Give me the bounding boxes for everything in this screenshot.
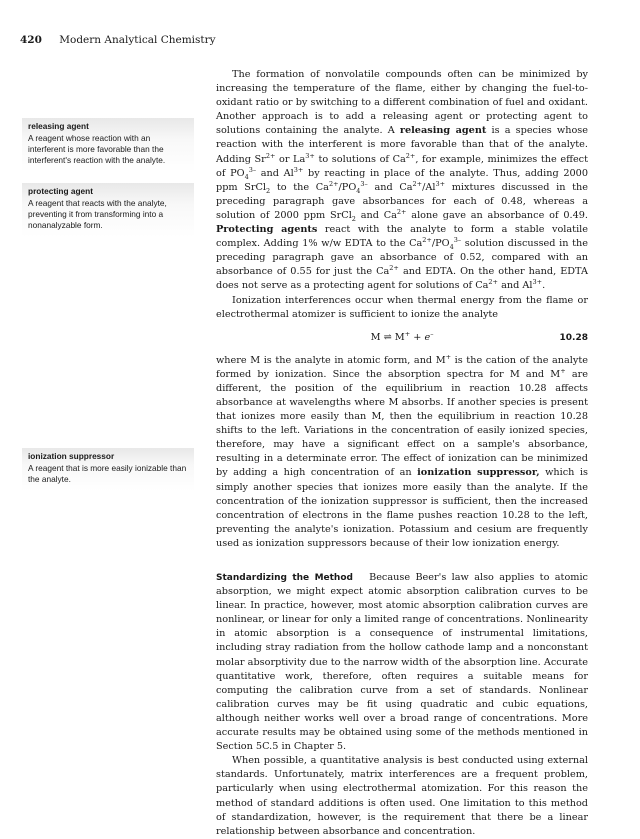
margin-note-ionization-suppressor [22,448,194,491]
margin-note-term: releasing agent [28,121,89,131]
section-heading: Standardizing the Method [216,573,353,583]
margin-note-definition: A reagent whose reaction with an interferent is more favorable than the interferent's reaction with the analyte. [28,133,166,165]
paragraph-ionization-interferences: Ionization interferences occur when thermal energy from the flame or electrothermal atomizer is sufficient to ionize the analyte [216,294,588,320]
main-text-column [216,68,588,839]
page-header [20,34,216,46]
margin-note-protecting-agent [22,183,194,237]
equation-number: 10.28 [559,332,588,343]
paragraph-standardizing-method: Standardizing the Method Because Beer's law also applies to atomic absorption, we might expect atomic absorption calibration curves to be linear. In practice, however, most atomic absorption calibration curves are nonlinear, or linear for only a limited range of concentrations. Nonlinearity in atomic absorption is a consequence of instrumental limitations, including stray radiation from the hollow cathode lamp and a nonconstant molar absorptivity due to the narrow width of the absorption line. Accurate quantitative work, therefore, often requires a suitable means for computing the calibration curve from a set of standards. Nonlinear calibration curves may be fit using quadratic and cubic equations, although neither works well over a broad range of concentrations. More accurate results may be obtained using some of the methods mentioned in Section 5C.5 in Chapter 5. [216,572,588,753]
keyword-releasing-agent: releasing agent [399,125,487,137]
margin-note-definition: A reagent that is more easily ionizable than the analyte. [28,463,187,484]
keyword-protecting-agents: Protecting agents [216,224,318,236]
paragraph-external-standards: When possible, a quantitative analysis is best conducted using external standards. Unfortunately, matrix interferences are a frequent problem, particularly when using electrothermal atomization. For this reason the method of standard additions is often used. One limitation to this method of standardization, however, is the requirement that there be a linear relationship between absorbance and concentration. [216,755,588,837]
paragraph-nonvolatile-compounds: The formation of nonvolatile compounds often can be minimized by increasing the temperature of the flame, either by changing the fuel-to-oxidant ratio or by switching to a different combination of fuel and oxidant. Another approach is to add a releasing agent or protecting agent to solutions containing the analyte. A releasing agent is a species whose reaction with the interferent is more favorable than that of the analyte. Adding $Sr^{2+}$ or $La^{3+}$ to solutions of $Ca^{2+}$, for example, minimizes the effect of $PO_4^{3-}$ and $Al^{3+}$ by reacting in place of the analyte. Thus, adding 2000 ppm SrCl$_2$ to the $Ca^{2+}/PO_4^{3-}$ and $Ca^{2+}/Al^{3+}$ mixtures discussed in the preceding paragraph gave absorbances for each of 0.48, whereas a solution of 2000 ppm SrCl$_2$ and $Ca^{2+}$ alone gave an absorbance of 0.49. Protecting agents react with the analyte to form a stable volatile complex. Adding 1% w/w EDTA to the $Ca^{2+}/PO_4^{3-}$ solution discussed in the preceding paragraph gave an absorbance of 0.52, compared with an absorbance of 0.55 for just the $Ca^{2+}$ and EDTA. On the other hand, EDTA does not serve as a protecting agent for solutions of $Ca^{2+}$ and $Al^{3+}$. [216,69,589,292]
keyword-ionization-suppressor: ionization suppressor, [417,467,540,479]
page-number: 420 [20,34,42,46]
margin-note-term: protecting agent [28,186,93,196]
book-title: Modern Analytical Chemistry [59,34,216,46]
equation-10-28: M ⇌ M+ + e– 10.28 [216,328,588,348]
margin-note-releasing-agent [22,118,194,172]
margin-note-definition: A reagent that reacts with the analyte, preventing it from transforming into a nonanalyzable form. [28,198,167,230]
margin-note-term: ionization suppressor [28,451,115,461]
paragraph-ionization-effect: where M is the analyte in atomic form, and M+ is the cation of the analyte formed by ionization. Since the absorption spectra for M and M+ are different, the position of the equilibrium in reaction 10.28 affects absorbance at wavelengths where M absorbs. If another species is present that ionizes more easily than M, then the equilibrium in reaction 10.28 shifts to the left. Variations in the concentration of easily ionized species, therefore, may have a significant effect on a sample's absorbance, resulting in a determinate error. The effect of ionization can be minimized by adding a high concentration of an ionization suppressor, which is simply another species that ionizes more easily than the analyte. If the concentration of the ionization suppressor is sufficient, then the increased concentration of electrons in the flame pushes reaction 10.28 to the left, preventing the analyte's ionization. Potassium and cesium are frequently used as ionization suppressors because of their low ionization energy. [216,352,589,549]
